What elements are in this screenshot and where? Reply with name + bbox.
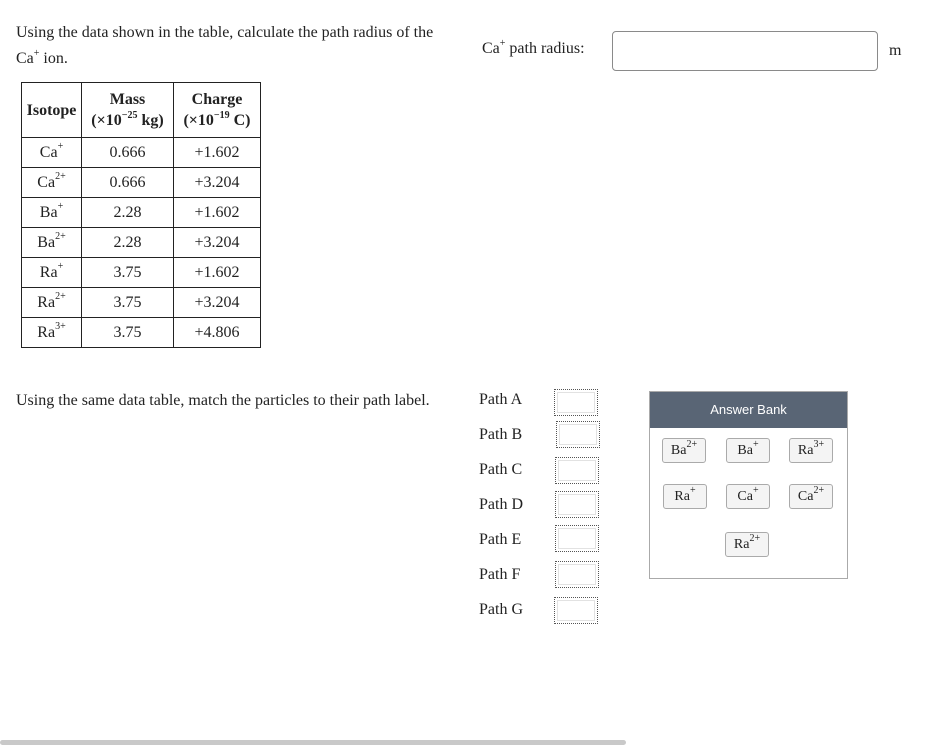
radius-label: Ca+ path radius: [482,37,585,57]
table-row [22,288,261,318]
path-label-g: Path G [479,601,523,618]
drop-target-path-b[interactable] [556,421,600,448]
charge-cell: +3.204 [174,228,261,258]
isotope-cell: $Ra^{2+}$ [22,288,82,318]
radius-answer-input[interactable] [612,31,878,71]
drop-target-path-f[interactable] [555,561,599,588]
charge-cell: +1.602 [174,138,261,168]
answer-token-baplus[interactable]: Ba+ [726,438,770,463]
path-label-d: Path D [479,496,523,513]
question-1-text-end: ion. [39,50,68,67]
path-label-e: Path E [479,531,522,548]
answer-bank-title: Answer Bank [650,392,847,428]
table-row [22,318,261,348]
table-row [22,138,261,168]
header-charge-title: Charge [191,91,243,108]
question-1-text: Using the data shown in the table, calculate the path radius of the Ca [16,24,434,67]
answer-token-caplus[interactable]: Ca+ [726,484,770,509]
mass-cell: 0.666 [82,168,174,198]
isotope-cell: Ca+ [22,138,82,168]
table-row [22,168,261,198]
path-label-c: Path C [479,461,523,478]
question-1-prompt [16,20,456,72]
charge-cell: +1.602 [174,258,261,288]
isotope-cell: Ba+ [22,198,82,228]
charge-cell: +1.602 [174,198,261,228]
header-mass-title: Mass [109,91,146,108]
drop-target-path-g[interactable] [554,597,598,624]
drop-target-path-c[interactable] [555,457,599,484]
mass-cell: 3.75 [82,318,174,348]
mass-cell: 2.28 [82,198,174,228]
answer-token-ra3plus[interactable]: $Ra^{3+}$ [789,438,833,463]
answer-token-ra2plus[interactable]: $Ra^{2+}$ [725,532,769,557]
charge-cell: +3.204 [174,288,261,318]
path-label-a: Path A [479,391,523,408]
table-row [22,258,261,288]
header-charge [174,83,261,138]
path-label-f: Path F [479,566,521,583]
answer-token-ca2plus[interactable]: $Ca^{2+}$ [789,484,833,509]
radius-unit: m [889,42,902,59]
charge-cell: +3.204 [174,168,261,198]
isotope-cell: Ra+ [22,258,82,288]
table-row [22,198,261,228]
header-charge-unit: ($\times 10^{-19}$ C) [183,109,251,129]
answer-bank [649,391,848,579]
mass-cell: 3.75 [82,258,174,288]
horizontal-scrollbar[interactable] [0,740,626,745]
header-isotope: Isotope [22,83,82,138]
header-mass [82,83,174,138]
question-2-prompt: Using the same data table, match the particles to their path label. [16,392,430,409]
question-1-charge: + [33,47,40,59]
isotope-cell: $Ra^{3+}$ [22,318,82,348]
table-row [22,228,261,258]
isotope-data-table [21,82,261,348]
drop-target-path-e[interactable] [555,525,599,552]
table-header-row [22,83,261,138]
drop-target-path-a[interactable] [554,389,598,416]
mass-cell: 3.75 [82,288,174,318]
mass-cell: 2.28 [82,228,174,258]
answer-token-ba2plus[interactable]: $Ba^{2+}$ [662,438,706,463]
answer-token-raplus[interactable]: Ra+ [663,484,707,509]
isotope-cell: $Ba^{2+}$ [22,228,82,258]
drop-target-path-d[interactable] [555,491,599,518]
charge-cell: +4.806 [174,318,261,348]
isotope-cell: $Ca^{2+}$ [22,168,82,198]
mass-cell: 0.666 [82,138,174,168]
header-mass-unit: ($\times 10^{-25}$ kg) [91,109,164,129]
path-label-b: Path B [479,426,523,443]
